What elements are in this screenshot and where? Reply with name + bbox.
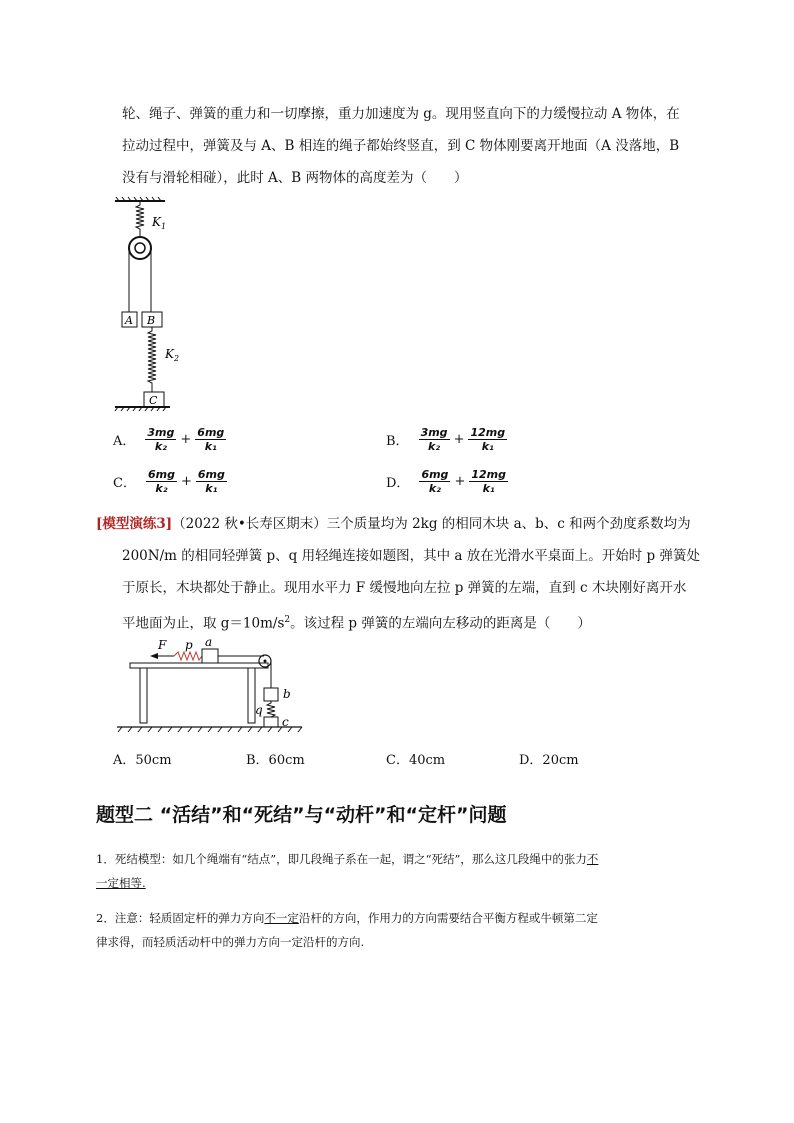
problem2-option-a: A． $\frac{3mg}{\text{k₂}}$ + $\frac{6mg}{\text{k₁}}$: [113, 426, 225, 453]
problem3-line3: 于原长，木块都处于静止。现用水平力 F 缓慢地向左拉 p 弹簧的左端，直到 c 木块刚好离开水: [122, 580, 687, 596]
section-heading: 题型二 “活结”和“死结”与“动杆”和“定杆”问题: [96, 804, 507, 826]
problem3-line1: [模型演练3]（2022 秋•长寿区期末）三个质量均为 2kg 的相同木块 a、b、c 和两个劲度系数均为: [96, 516, 691, 532]
block-b-label: B: [147, 314, 156, 327]
block-b-label-fig2: b: [283, 687, 291, 701]
problem3-option-d: D．20cm: [519, 753, 579, 768]
problem3-option-a: A．50cm: [113, 753, 172, 768]
problem3-option-b: B．60cm: [246, 753, 305, 768]
problem3-tag: [模型演练3]: [96, 516, 173, 532]
problem2-line2: 拉动过程中，弹簧及与 A、B 相连的绳子都始终竖直，到 C 物体刚要离开地面（A 没落地，B: [122, 138, 680, 154]
problem2-line3: 没有与滑轮相碰），此时 A、B 两物体的高度差为（ ）: [122, 170, 468, 186]
spring-q-label: q: [255, 703, 263, 717]
block-c-label: C: [149, 394, 158, 407]
note-2-cont: 律求得，而轻质活动杆中的弹力方向一定沿杆的方向.: [96, 935, 365, 949]
pulley-spring-figure: [110, 196, 190, 416]
table-spring-figure: [112, 636, 312, 736]
problem3-line4: 平地面为止，取 $g=10m/s^2$。该过程 p 弹簧的左端向左移动的距离是（ ）: [122, 615, 591, 632]
note-2: 2．注意：轻质固定杆的弹力方向不一定沿杆的方向，作用力的方向需要结合平衡方程或牛顿第二定: [96, 911, 598, 925]
problem2-option-d: D． $\frac{6mg}{\text{k₂}}$ + $\frac{12mg}{\text{k₁}}$: [386, 468, 506, 495]
problem2-option-b: B． $\frac{3mg}{\text{k₂}}$ + $\frac{12mg}{\text{k₁}}$: [386, 426, 506, 453]
spring-p-label: p: [185, 638, 193, 652]
k1-label: $K_1$: [152, 215, 167, 231]
force-f-label: F: [158, 638, 167, 652]
block-c-label-fig2: c: [282, 715, 289, 729]
k2-label: $K_2$: [165, 347, 180, 363]
problem3-option-c: C．40cm: [386, 753, 446, 768]
problem2-option-c: C． $\frac{6mg}{\text{k₂}}$ + $\frac{6mg}{\text{k₁}}$: [113, 468, 225, 495]
block-a-label-fig2: a: [205, 636, 213, 649]
problem3-line2: 200N/m 的相同轻弹簧 p、q 用轻绳连接如题图，其中 a 放在光滑水平桌面上。开始时 p 弹簧处: [122, 548, 700, 564]
problem2-line1: 轮、绳子、弹簧的重力和一切摩擦，重力加速度为 g。现用竖直向下的力缓慢拉动 A 物体，在: [122, 106, 680, 122]
block-a-label: A: [125, 314, 133, 327]
note-1-cont: 一定相等.: [96, 876, 146, 890]
note-1: 1．死结模型：如几个绳端有“结点”，即几段绳子系在一起，谓之“死结”，那么这几段绳中的张力不: [96, 852, 599, 866]
